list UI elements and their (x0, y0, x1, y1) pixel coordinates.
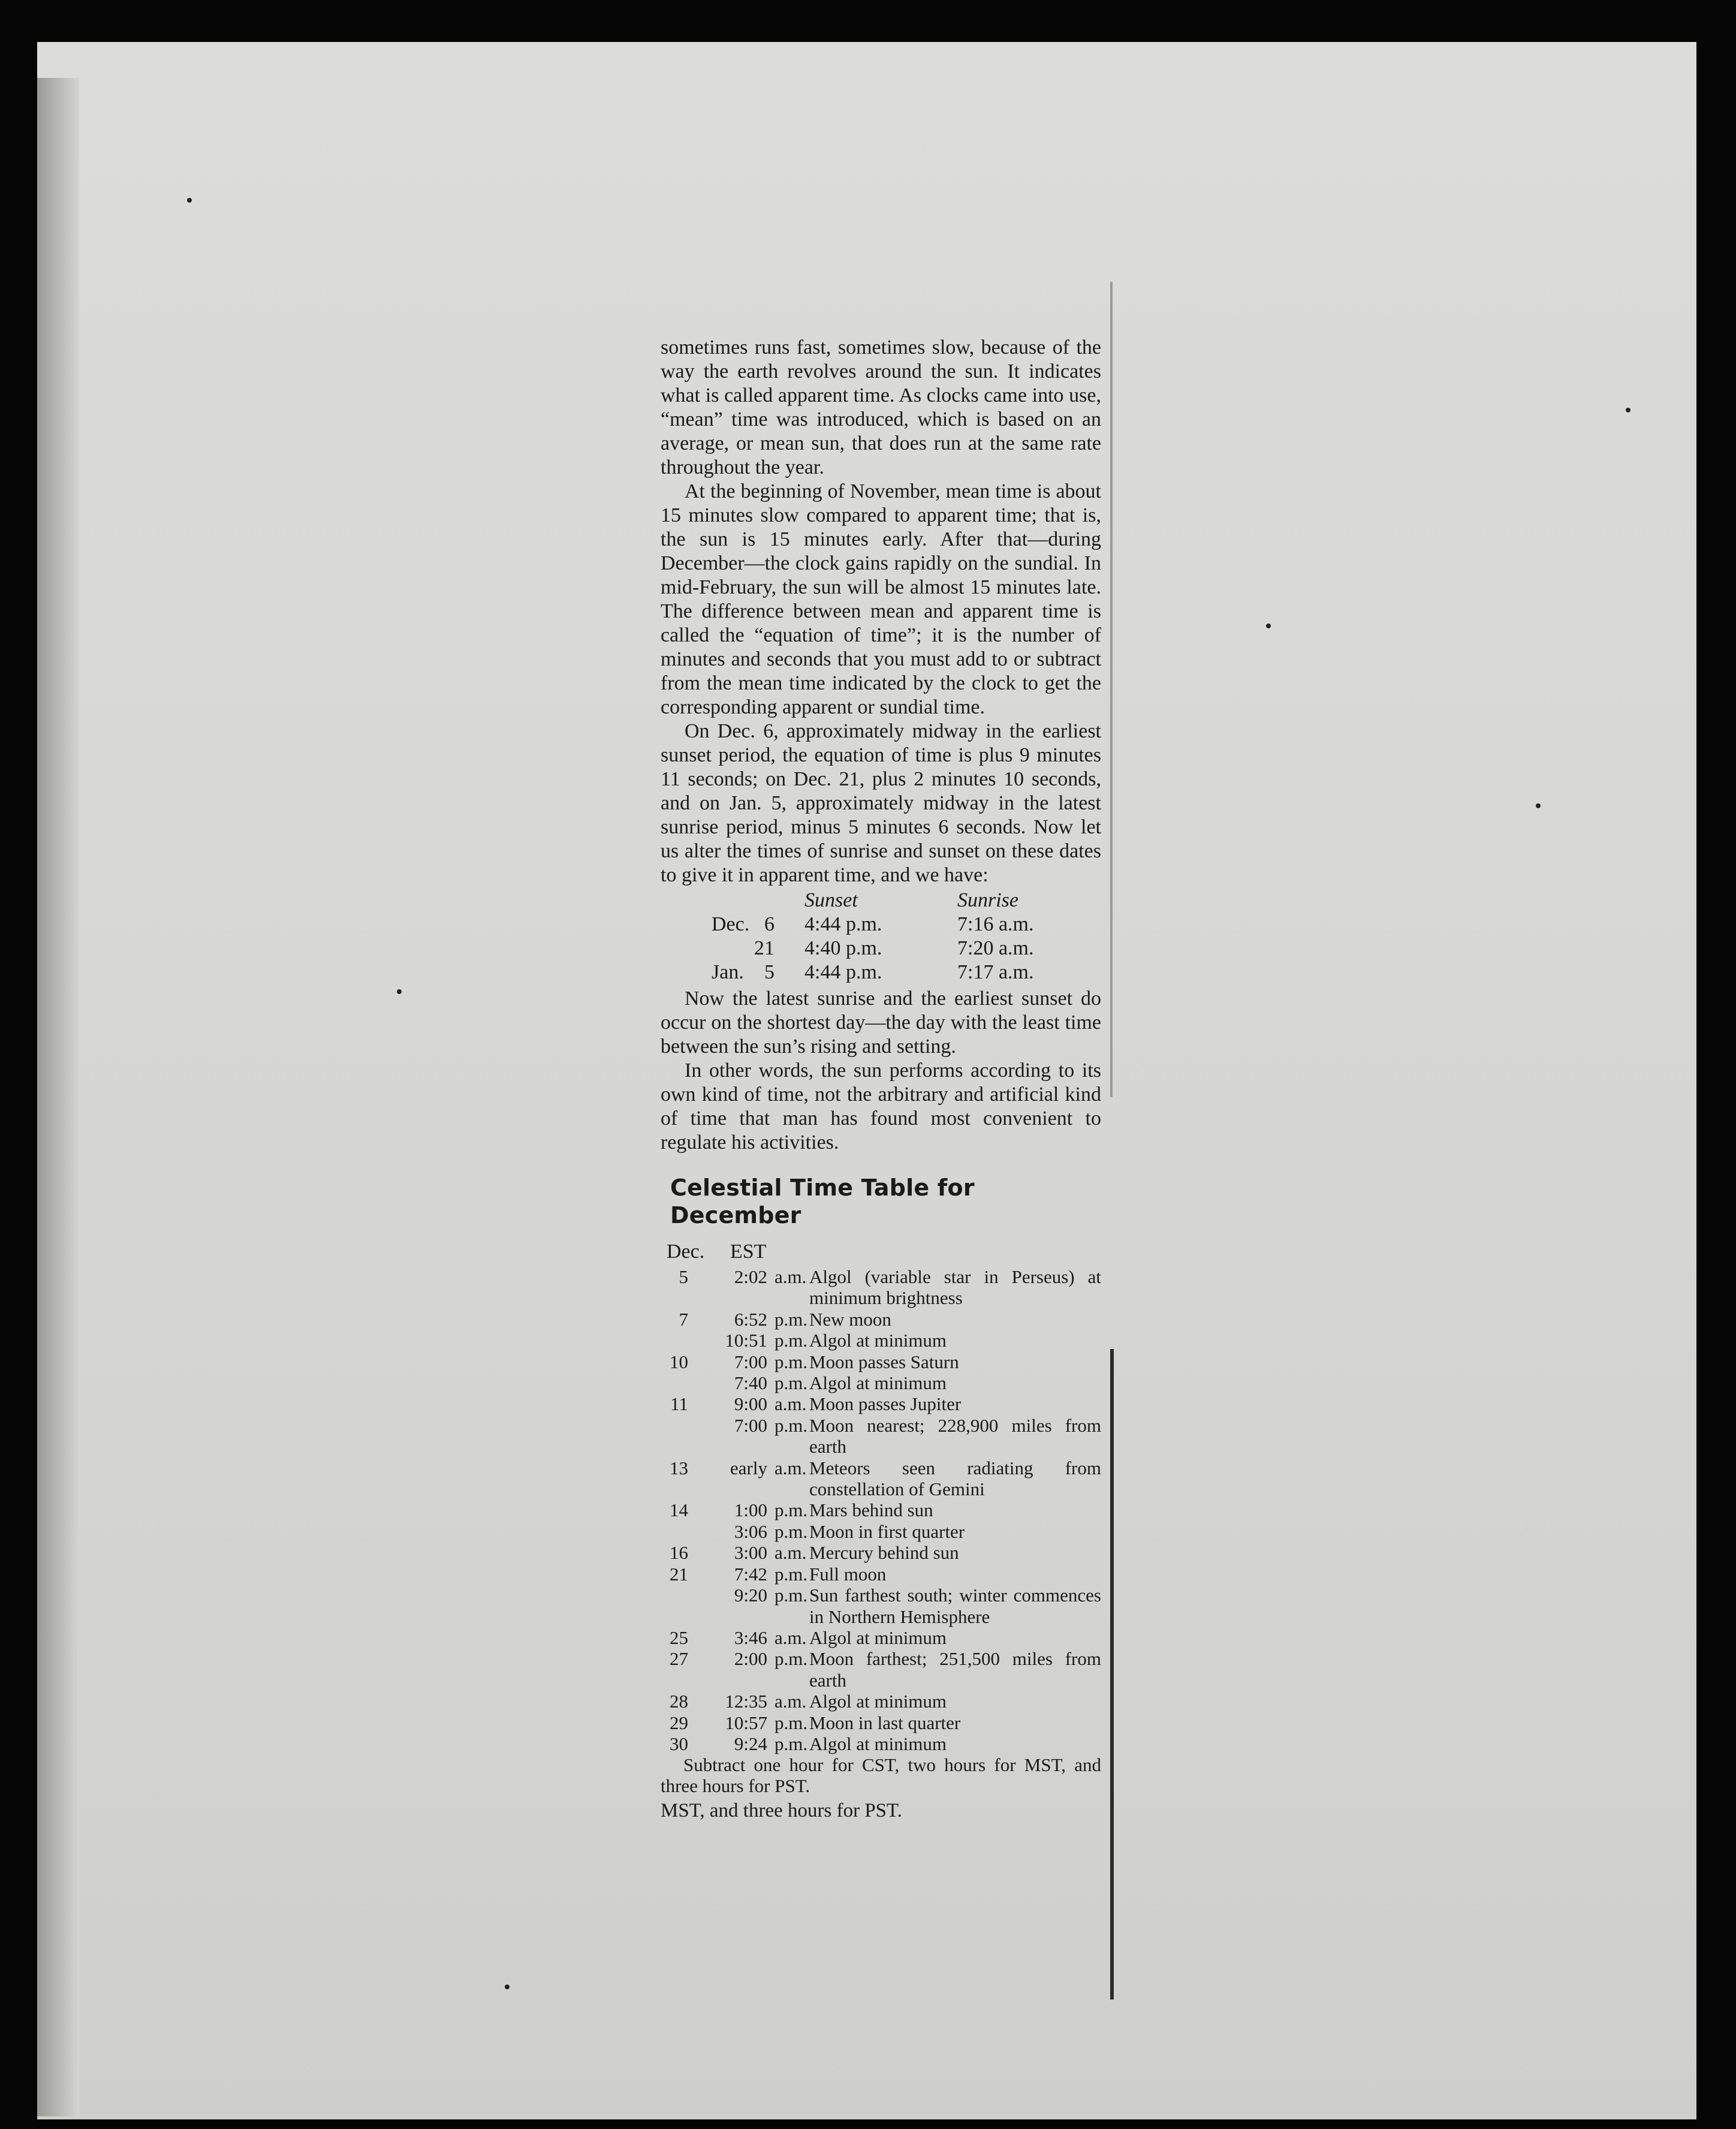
event-row (661, 1733, 1101, 1754)
event-time: 10:57 (725, 1712, 767, 1733)
event-row (661, 1691, 1101, 1712)
row-sunrise: 7:16 a.m. (957, 913, 1034, 935)
sun-times-table (661, 889, 1101, 987)
row-day: 6 (764, 913, 774, 935)
event-row (661, 1351, 1101, 1372)
row-sunrise: 7:20 a.m. (957, 937, 1034, 959)
event-description: Meteors seen radiating from constellation of Gemini (809, 1457, 1101, 1500)
event-time: 3:06 (734, 1520, 767, 1542)
event-time: 3:46 (734, 1627, 767, 1648)
column-rule-top (1110, 282, 1113, 1097)
event-time: 9:00 (734, 1393, 767, 1415)
event-row (661, 1585, 1101, 1627)
calendar-title: Celestial Time Table for December (670, 1175, 975, 1228)
event-description: Algol at minimum (809, 1733, 947, 1754)
event-time: 7:42 (734, 1563, 767, 1585)
event-description: Algol (variable star in Perseus) at minimum brightness (809, 1266, 1101, 1309)
article-paragraph: sometimes runs fast, sometimes slow, because of the way the earth revolves around the sun. It indicates what is called apparent time. As clocks came into use, “mean” time was introduced, which is based on an average, or mean sun, that does run at the same rate throughout the year. (661, 336, 1101, 478)
article-paragraph: In other words, the sun performs according to its own kind of time, not the arbitrary and artificial kind of time that man has found most convenient to regulate his activities. (661, 1059, 1101, 1154)
event-ampm: a.m. (774, 1627, 807, 1648)
sunset-header: Sunset (804, 889, 858, 911)
column-rule-bottom (1110, 1349, 1114, 1999)
event-row (661, 1266, 1101, 1309)
row-month: Dec. (712, 913, 750, 935)
event-day: 30 (670, 1733, 688, 1754)
event-ampm: p.m. (774, 1351, 808, 1372)
event-ampm: p.m. (774, 1563, 808, 1585)
calendar-footnote-repeat: MST, and three hours for PST. (661, 1800, 902, 1822)
event-description: Algol at minimum (809, 1627, 947, 1648)
row-sunrise: 7:17 a.m. (957, 961, 1034, 983)
event-ampm: p.m. (774, 1648, 808, 1670)
event-row (661, 1521, 1101, 1542)
event-time: 9:20 (734, 1585, 767, 1606)
event-description: Moon passes Saturn (809, 1351, 959, 1372)
row-sunset: 4:44 p.m. (804, 961, 882, 983)
dust-speck (505, 1985, 510, 1989)
row-day: 5 (764, 961, 774, 983)
event-row (661, 1564, 1101, 1585)
row-sunset: 4:40 p.m. (804, 937, 882, 959)
event-description: Sun farthest south; winter commences in Northern Hemisphere (809, 1585, 1101, 1627)
event-ampm: p.m. (774, 1585, 808, 1606)
dust-speck (1266, 624, 1271, 628)
event-day: 29 (670, 1712, 688, 1733)
event-description: Mars behind sun (809, 1499, 933, 1521)
event-ampm: p.m. (774, 1733, 808, 1754)
event-day: 11 (670, 1393, 688, 1415)
event-day: 25 (670, 1627, 688, 1648)
event-time: 7:00 (734, 1414, 767, 1436)
calendar-footnote: Subtract one hour for CST, two hours for MST, and three hours for PST. (661, 1754, 1101, 1797)
event-list (661, 1266, 1101, 1754)
event-day: 21 (670, 1563, 688, 1585)
event-day: 27 (670, 1648, 688, 1670)
event-day: 14 (670, 1499, 688, 1521)
event-ampm: a.m. (774, 1393, 807, 1415)
event-description: Full moon (809, 1563, 887, 1585)
article-paragraph: At the beginning of November, mean time is about 15 minutes slow compared to apparent time; that is, the sun is 15 minutes early. After that—during December—the clock gains rapidly on the sundial. In mid-February, the sun will be almost 15 minutes late. The difference between mean and apparent time is called the “equation of time”; it is the number of minutes and seconds that you must add to or subtract from the mean time indicated by the clock to get the corresponding apparent or sundial time. (661, 480, 1101, 718)
event-ampm: a.m. (774, 1691, 807, 1712)
event-time: 10:51 (725, 1330, 767, 1351)
event-time: 12:35 (725, 1691, 767, 1712)
event-day: 16 (670, 1542, 688, 1564)
event-time: 7:40 (734, 1372, 767, 1394)
row-sunset: 4:44 p.m. (804, 913, 882, 935)
clipping-sheet (37, 42, 1696, 2119)
event-time: 7:00 (734, 1351, 767, 1372)
event-description: Algol at minimum (809, 1372, 947, 1394)
event-day: 10 (670, 1351, 688, 1372)
event-ampm: p.m. (774, 1308, 808, 1330)
calendar-header (661, 1240, 1101, 1266)
event-ampm: a.m. (774, 1542, 807, 1564)
event-ampm: p.m. (774, 1520, 808, 1542)
event-description: Moon in first quarter (809, 1520, 965, 1542)
edge-shadow (37, 78, 79, 2116)
event-time: 9:24 (734, 1733, 767, 1754)
event-description: Moon farthest; 251,500 miles from earth (809, 1648, 1101, 1691)
article-paragraph: On Dec. 6, approximately midway in the earliest sunset period, the equation of time is plus 9 minutes 11 seconds; on Dec. 21, plus 2 minutes 10 seconds, and on Jan. 5, approximately midway in the latest sunrise period, minus 5 minutes 6 seconds. Now let us alter the times of sunrise and sunset on these dates to give it in apparent time, and we have: (661, 720, 1101, 886)
event-ampm: p.m. (774, 1372, 808, 1394)
dust-speck (1626, 408, 1630, 412)
zone-column-label: EST (730, 1240, 767, 1263)
event-ampm: p.m. (774, 1330, 808, 1351)
date-column-label: Dec. (667, 1240, 705, 1263)
event-row (661, 1330, 1101, 1351)
event-time: 3:00 (734, 1542, 767, 1564)
event-row (661, 1415, 1101, 1458)
sunrise-header: Sunrise (957, 889, 1018, 911)
event-time: 2:02 (734, 1266, 767, 1287)
event-row (661, 1542, 1101, 1563)
dust-speck (397, 989, 402, 994)
event-row (661, 1648, 1101, 1691)
event-day: 13 (670, 1457, 688, 1478)
event-description: Mercury behind sun (809, 1542, 959, 1564)
row-day: 21 (754, 937, 774, 959)
event-time: 6:52 (734, 1308, 767, 1330)
event-row (661, 1499, 1101, 1520)
event-time: 2:00 (734, 1648, 767, 1670)
event-ampm: a.m. (774, 1266, 807, 1287)
event-row (661, 1712, 1101, 1733)
dust-speck (1536, 803, 1541, 808)
event-description: Moon in last quarter (809, 1712, 961, 1733)
event-row (661, 1393, 1101, 1414)
event-description: Algol at minimum (809, 1691, 947, 1712)
event-day: 5 (679, 1266, 688, 1287)
event-day: 7 (679, 1308, 688, 1330)
dust-speck (187, 198, 192, 203)
event-description: Moon nearest; 228,900 miles from earth (809, 1414, 1101, 1458)
event-description: Moon passes Jupiter (809, 1393, 962, 1415)
row-month: Jan. (712, 961, 744, 983)
event-description: New moon (809, 1308, 891, 1330)
event-ampm: a.m. (774, 1457, 807, 1478)
event-ampm: p.m. (774, 1499, 808, 1521)
event-time: 1:00 (734, 1499, 767, 1521)
event-row (661, 1627, 1101, 1648)
article-paragraph: Now the latest sunrise and the earliest sunset do occur on the shortest day—the day with the least time between the sun’s rising and setting. (661, 987, 1101, 1058)
event-day: 28 (670, 1691, 688, 1712)
event-row (661, 1309, 1101, 1330)
article-column (661, 336, 1101, 1823)
event-time: early (730, 1457, 767, 1478)
event-ampm: p.m. (774, 1414, 808, 1436)
event-row (661, 1458, 1101, 1500)
event-row (661, 1372, 1101, 1393)
event-description: Algol at minimum (809, 1330, 947, 1351)
event-ampm: p.m. (774, 1712, 808, 1733)
